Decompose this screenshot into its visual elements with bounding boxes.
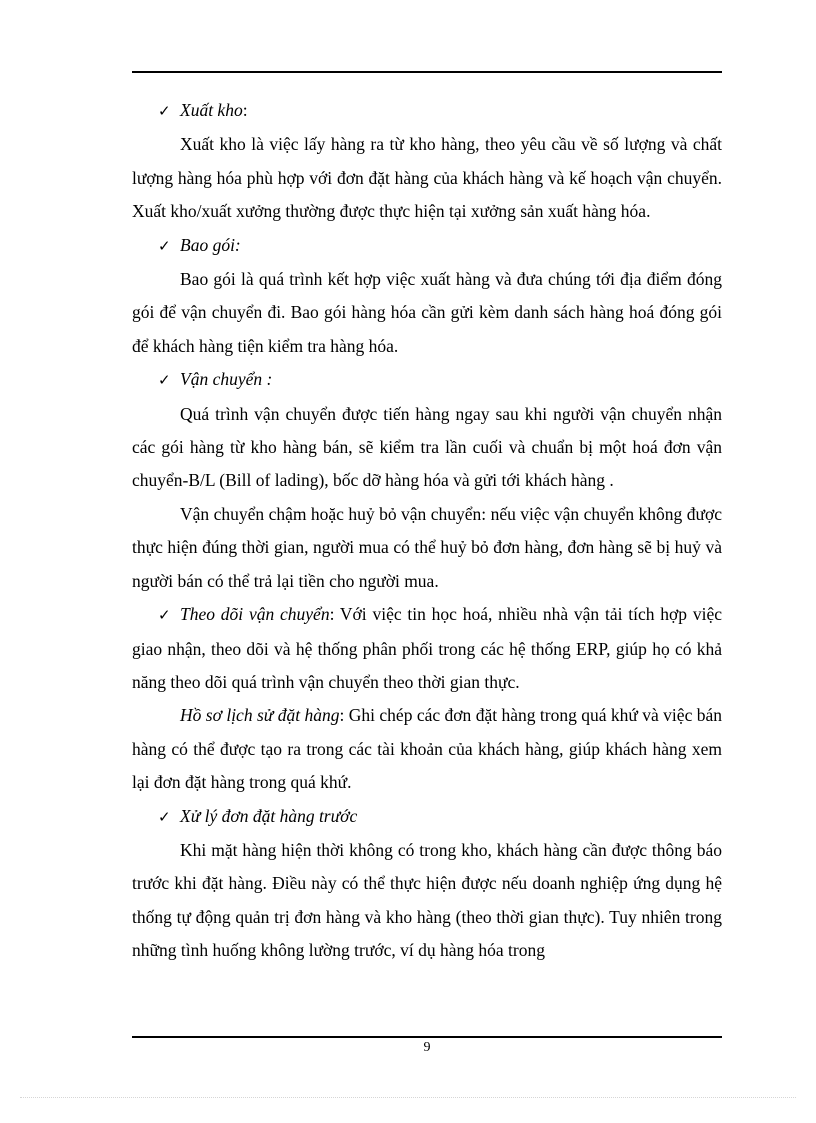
check-mark-icon: ✓: [158, 371, 171, 390]
section-heading-xu-ly: ✓ Xử lý đơn đặt hàng trước: [132, 800, 722, 834]
document-body: [132, 94, 722, 968]
check-mark-icon: ✓: [158, 102, 171, 120]
paragraph-xu-ly: Khi mặt hàng hiện thời không có trong kho, khách hàng cần được thông báo trước khi đặt hàng. Điều này có thể thực hiện được nếu doanh nghiệp ứng dụng hệ thống tự động quản trị đơn hàng và kho hàng (theo thời gian thực). Tuy nhiên trong những tình huống không lường trước, ví dụ hàng hóa trong: [132, 839, 722, 961]
page-number: 9: [423, 1040, 431, 1055]
paragraph-xuat-kho: Xuất kho là việc lấy hàng ra từ kho hàng, theo yêu cầu về số lượng và chất lượng hàng hóa phù hợp với đơn đặt hàng của khách hàng và kế hoạch vận chuyển. Xuất kho/xuất xưởng thường được thực hiện tại xưởng sản xuất hàng hóa.: [132, 134, 722, 222]
paragraph-ho-so-lich-su: Hồ sơ lịch sử đặt hàng: Ghi chép các đơn đặt hàng trong quá khứ và việc bán hàng có thể được tạo ra trong các tài khoản của khách hàng, giúp khách hàng xem lại đơn đặt hàng trong quá khứ.: [132, 705, 722, 793]
footer-rule: [132, 1036, 722, 1038]
page-edge-dotted-line: [20, 1097, 796, 1098]
paragraph-van-chuyen-2: Vận chuyển chậm hoặc huỷ bỏ vận chuyển: nếu việc vận chuyển không được thực hiện đúng thời gian, người mua có thể huỷ bỏ đơn hàng, đơn hàng sẽ bị huỷ và người bán có thể trả lại tiền cho người mua.: [132, 503, 722, 591]
section-heading-xuat-kho: ✓ Xuất kho:: [132, 94, 722, 128]
inline-heading-ho-so: Hồ sơ lịch sử đặt hàng: [180, 705, 340, 726]
inline-heading-theo-doi: Theo dõi vận chuyển: [180, 604, 330, 625]
check-mark-icon: ✓: [158, 236, 171, 255]
section-heading-bao-goi: ✓ Bao gói:: [132, 229, 722, 263]
check-mark-icon: ✓: [158, 807, 171, 826]
check-mark-icon: ✓: [158, 606, 171, 625]
header-rule: [132, 71, 722, 73]
section-heading-van-chuyen: ✓ Vận chuyển :: [132, 363, 722, 397]
paragraph-bao-goi: Bao gói là quá trình kết hợp việc xuất hàng và đưa chúng tới địa điểm đóng gói để vận chuyển đi. Bao gói hàng hóa cần gửi kèm danh sách hàng hoá đóng gói để khách hàng tiện kiểm tra hàng hóa.: [132, 269, 722, 356]
paragraph-van-chuyen-1: Quá trình vận chuyển được tiến hàng ngay sau khi người vận chuyển nhận các gói hàng từ kho hàng bán, sẽ kiểm tra lần cuối và chuẩn bị một hoá đơn vận chuyển-B/L (Bill of lading), bốc dỡ hàng hóa và gửi tới khách hàng .: [132, 403, 722, 491]
paragraph-theo-doi-van-chuyen: ✓ Theo dõi vận chuyển: Với việc tin học hoá, nhiều nhà vận tải tích hợp việc giao nhận, theo dõi và hệ thống phân phối trong các hệ thống ERP, giúp họ có khả năng theo dõi quá trình vận chuyển theo thời gian thực.: [132, 598, 722, 699]
